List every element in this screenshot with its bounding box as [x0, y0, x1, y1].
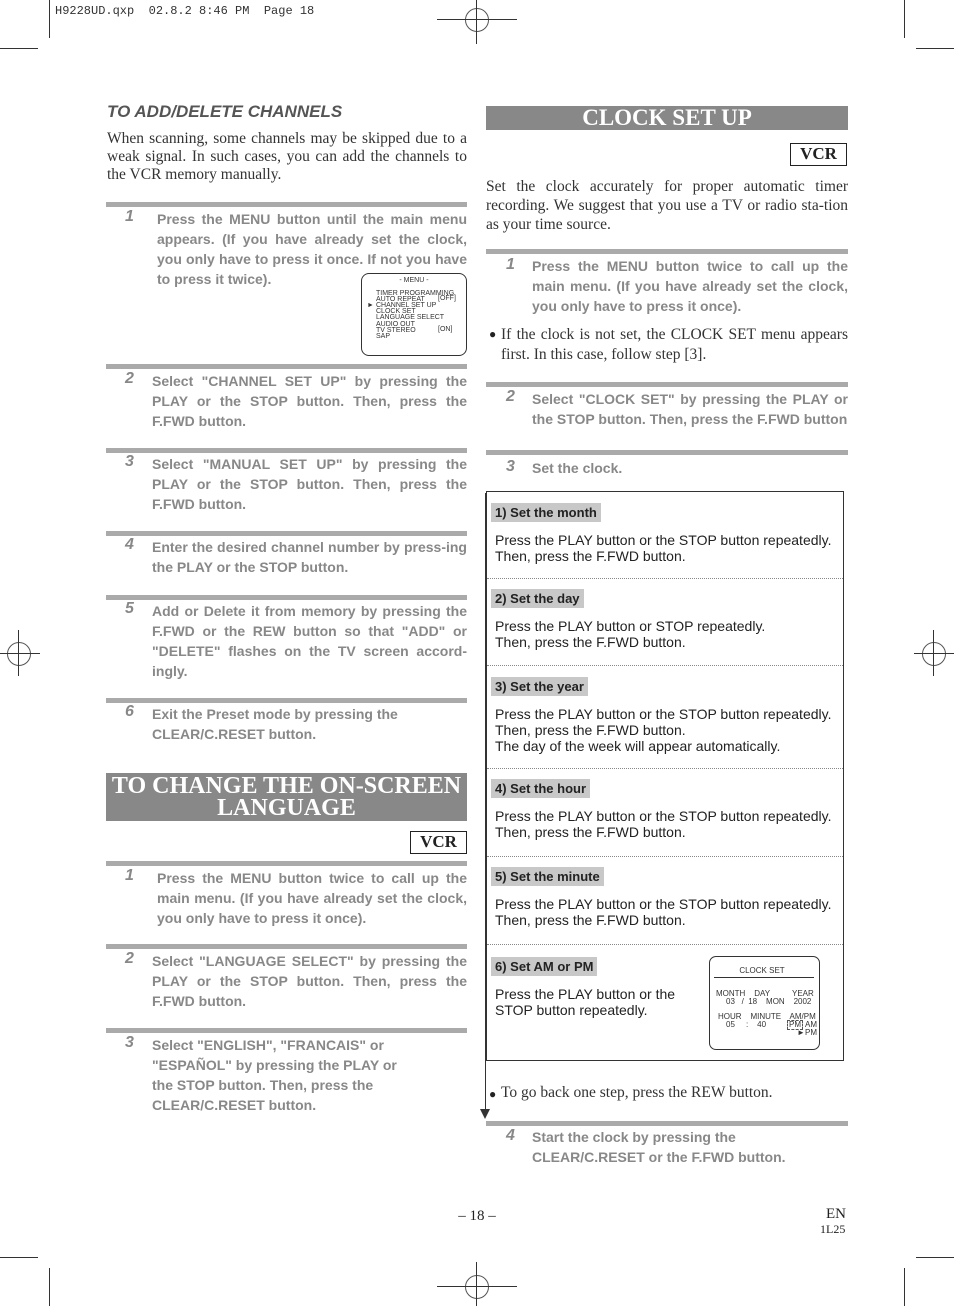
step-divider [106, 944, 467, 949]
registration-line [437, 19, 517, 20]
menu-value: [ON] [438, 326, 453, 333]
cursor-icon: ► [367, 302, 374, 309]
am-option: AM [805, 1020, 817, 1029]
step-label: 6) Set AM or PM [491, 957, 597, 976]
menu-item: TV STEREO [376, 327, 416, 334]
panel-text: Then, press the F.FWD button. [495, 722, 686, 738]
step-divider [486, 382, 848, 387]
cursor-icon: ► [797, 1028, 805, 1037]
panel-text: Then, press the F.FWD button. [495, 824, 686, 840]
registration-line [476, 0, 477, 44]
step-divider [106, 1028, 467, 1033]
panel-text: The day of the week will appear automatically. [495, 738, 781, 754]
language-code: EN [826, 1206, 846, 1222]
flow-line [485, 493, 486, 1113]
step-divider [486, 450, 848, 455]
step-number: 2 [125, 370, 134, 387]
step-number: 3 [125, 1034, 134, 1051]
step-divider [106, 531, 467, 536]
step-number: 4 [125, 536, 134, 553]
panel-text: Press the PLAY button or STOP repeatedly. [495, 618, 766, 634]
step-divider [106, 448, 467, 453]
step-text: Press the MENU button twice to call up the main menu. (If you have already set the clock, you only have to press it once). [157, 870, 467, 926]
menu-value: [OFF] [438, 295, 456, 302]
crop-mark [49, 1268, 50, 1306]
registration-line [914, 653, 954, 654]
step-text: Set the clock. [532, 460, 623, 476]
menu-item: SAP [376, 333, 391, 340]
language-title-line1: TO CHANGE THE ON-SCREEN [111, 773, 462, 799]
step-number: 1 [506, 256, 515, 273]
registration-mark [465, 8, 489, 32]
step-text: Select "ENGLISH", "FRANCAIS" or "ESPAÑOL" by pressing the PLAY or the STOP button. Then, press the CLEAR/C.RESET button. [152, 1037, 397, 1113]
crop-mark [916, 1257, 954, 1258]
clock-values-row2: 05 : 40 [726, 1020, 767, 1029]
step-text: Select "CLOCK SET" by pressing the PLAY or the STOP button. Then, press the F.FWD button [532, 391, 848, 427]
step-number: 3 [125, 453, 134, 470]
menu-item: AUDIO OUT [376, 321, 415, 328]
clock-set-panel [486, 491, 844, 1061]
menu-item: AUTO REPEAT [376, 296, 425, 303]
menu-title: - MENU - [399, 277, 429, 284]
step-divider [106, 595, 467, 600]
arrow-down-icon [480, 1109, 490, 1119]
panel-text: Press the PLAY button or the STOP button repeatedly. [495, 808, 832, 824]
panel-divider [487, 856, 843, 857]
print-header: H9228UD.qxp 02.8.2 8:46 PM Page 18 [55, 4, 315, 18]
step-divider [106, 202, 467, 207]
pm-option: PM [805, 1028, 817, 1037]
step-divider [106, 861, 467, 866]
registration-line [476, 1262, 477, 1306]
registration-mark [922, 642, 946, 666]
panel-text: Press the PLAY button or the STOP button repeatedly. [495, 532, 832, 548]
clock-screen-rule [714, 977, 814, 978]
step-text: Press the MENU button twice to call up the main menu. (If you have already set the clock, you only have to press it once). [532, 258, 848, 314]
step-divider [486, 1121, 848, 1126]
registration-line [0, 653, 40, 654]
clock-intro: Set the clock accurately for proper automatic timer recording. We suggest that you use a TV or radio sta-tion as your time source. [486, 178, 848, 233]
step-text: Exit the Preset mode by pressing the CLEAR/C.RESET button. [152, 706, 398, 742]
panel-text: Then, press the F.FWD button. [495, 912, 686, 928]
panel-text: Then, press the F.FWD button. [495, 548, 686, 564]
panel-text: Press the PLAY button or the STOP button repeatedly. [495, 706, 832, 722]
step-number: 4 [506, 1127, 515, 1144]
step-label: 5) Set the minute [491, 867, 604, 886]
document-code: 1L25 [820, 1222, 846, 1236]
panel-text: Then, press the F.FWD button. [495, 634, 686, 650]
step-label: 1) Set the month [491, 503, 601, 522]
clock-screen-title: CLOCK SET [739, 966, 785, 975]
pm-selected: PM [789, 1020, 801, 1029]
registration-mark [465, 1275, 489, 1299]
bullet-text: If the clock is not set, the CLOCK SET menu appears first. In this case, follow step [3]. [501, 326, 848, 363]
crop-mark [49, 0, 50, 38]
vcr-badge: VCR [410, 831, 467, 854]
language-section-title [106, 773, 467, 821]
add-delete-intro: When scanning, some channels may be skipped due to a weak signal. In such cases, you can add the channels to the VCR memory manually. [107, 130, 467, 183]
panel-divider [487, 665, 843, 666]
panel-divider [487, 578, 843, 579]
menu-item: CLOCK SET [376, 308, 416, 315]
add-delete-heading: TO ADD/DELETE CHANNELS [107, 102, 343, 121]
step-label: 4) Set the hour [491, 779, 590, 798]
registration-line [18, 630, 19, 676]
clock-labels-row1: MONTH DAY YEAR [716, 989, 814, 998]
bullet-icon: ● [489, 1087, 497, 1101]
crop-mark [916, 48, 954, 49]
crop-mark [0, 48, 38, 49]
step-divider [106, 364, 467, 369]
step-divider [486, 249, 848, 254]
menu-screen [361, 273, 467, 356]
registration-line [933, 630, 934, 676]
step-number: 2 [506, 388, 515, 405]
clock-labels-row2: HOUR MINUTE AM/PM [718, 1012, 816, 1021]
step-number: 5 [125, 600, 134, 617]
panel-divider [487, 944, 843, 945]
step-text: Select "CHANNEL SET UP" by pressing the PLAY or the STOP button. Then, press the F.FWD button. [152, 373, 467, 429]
step-number: 6 [125, 703, 134, 720]
registration-mark [7, 642, 31, 666]
menu-item: TIMER PROGRAMMING [376, 290, 455, 297]
clock-values-row1: 03 / 18 MON 2002 [726, 997, 812, 1006]
page-number: – 18 – [458, 1208, 496, 1224]
step-text: Press the MENU button until the main menu appears. (If you have already set the clock, you only have to press it once. If not you have to press it twice). [157, 211, 467, 287]
step-text: Add or Delete it from memory by pressing the F.FWD or the REW button so that "ADD" or "DELETE" flashes on the TV screen accord-ingly. [152, 603, 467, 679]
bullet-icon: ● [489, 327, 497, 341]
panel-text: STOP button repeatedly. [495, 1002, 648, 1018]
step-label: 2) Set the day [491, 589, 584, 608]
step-label: 3) Set the year [491, 677, 588, 696]
registration-line [437, 1286, 517, 1287]
clock-setup-title: CLOCK SET UP [486, 106, 848, 130]
step-text: Start the clock by pressing the CLEAR/C.RESET or the F.FWD button. [532, 1129, 786, 1165]
clock-set-screen [709, 956, 820, 1050]
step-text: Select "MANUAL SET UP" by pressing the PLAY or the STOP button. Then, press the F.FWD button. [152, 456, 467, 512]
panel-text: Press the PLAY button or the [495, 986, 676, 1002]
step-text: Enter the desired channel number by press-ing the PLAY or the STOP button. [152, 539, 467, 575]
crop-mark [904, 0, 905, 38]
crop-mark [904, 1268, 905, 1306]
panel-divider [487, 768, 843, 769]
vcr-badge: VCR [790, 143, 847, 166]
crop-mark [0, 1257, 38, 1258]
step-number: 1 [125, 867, 134, 884]
menu-item: CHANNEL SET UP [376, 302, 437, 309]
step-divider [106, 698, 467, 703]
step-number: 1 [125, 208, 134, 225]
step-text: Select "LANGUAGE SELECT" by pressing the PLAY or the STOP button. Then, press the F.FWD button. [152, 953, 467, 1009]
menu-item: LANGUAGE SELECT [376, 314, 445, 321]
language-title-line2: LANGUAGE [217, 795, 356, 821]
bullet-text: To go back one step, press the REW button. [501, 1084, 773, 1101]
panel-text: Press the PLAY button or the STOP button repeatedly. [495, 896, 832, 912]
step-number: 3 [506, 458, 515, 475]
step-number: 2 [125, 950, 134, 967]
